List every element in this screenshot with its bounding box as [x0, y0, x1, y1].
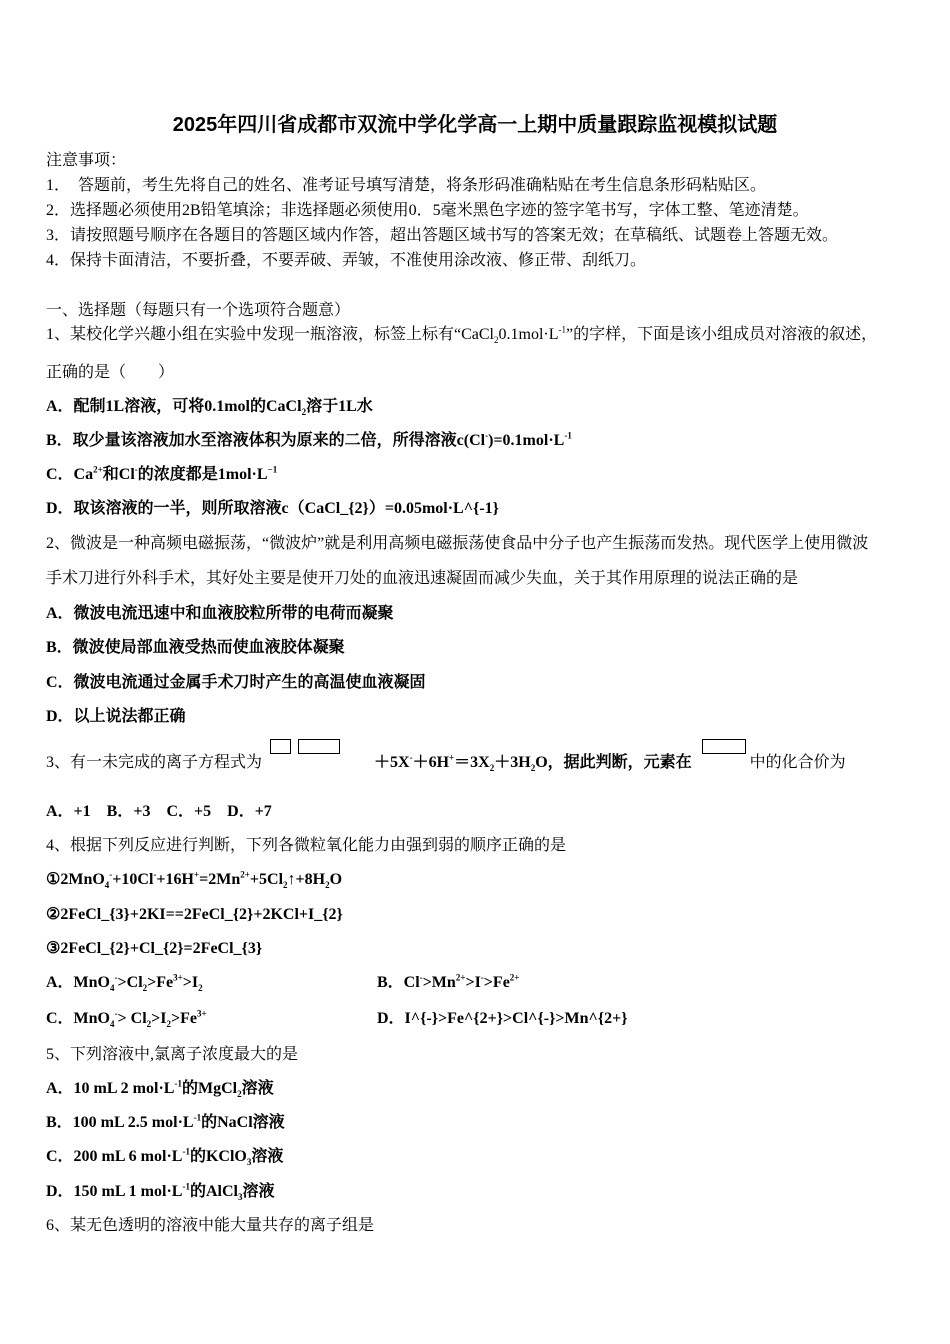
q3-options: A．+1 B．+3 C．+5 D．+7	[46, 803, 272, 820]
superscript: -1	[564, 430, 572, 441]
q5-option-b: B．100 mL 2.5 $mol\cdot L^{-1}$的NaCl溶液	[46, 1112, 285, 1131]
notice-item: 1． 答题前，考生先将自己的姓名、准考证号填写清楚，将条形码准确粘贴在考生信息条形码粘贴区。	[46, 177, 767, 194]
subscript: 2	[166, 1019, 171, 1030]
subscript: 3	[237, 1192, 243, 1203]
superscript: 3+	[196, 1008, 207, 1019]
subscript: 2	[325, 880, 330, 891]
subscript: 2	[494, 335, 499, 346]
subscript: 2	[489, 763, 495, 774]
superscript: 2+	[240, 869, 250, 880]
superscript: −1	[267, 464, 278, 475]
q3-stem-b: $+5X^-+6H^+=3X_2+3H_2O$，据此判断，元素在	[374, 752, 692, 774]
superscript: +	[193, 869, 200, 880]
superscript: -1	[558, 324, 566, 335]
q6-stem: 6、某无色透明的溶液中能大量共存的离子组是	[46, 1217, 375, 1234]
subscript: 2	[146, 1019, 152, 1030]
superscript: -	[114, 1008, 118, 1019]
subscript: 2	[198, 983, 203, 994]
superscript: -1	[182, 1181, 190, 1192]
superscript: 2+	[455, 972, 466, 983]
superscript: -	[480, 972, 484, 983]
superscript: 2+	[93, 464, 103, 475]
superscript: -	[485, 430, 489, 441]
q1-stem: 1、某校化学兴趣小组在实验中发现一瓶溶液，标签上标有“$CaCl_20.1mol\cdot L^{-1}$”的字样，下面是该小组成员对溶液的叙述，	[46, 324, 878, 346]
superscript: -1	[182, 1146, 190, 1157]
superscript: -	[409, 752, 413, 763]
subscript: 4	[110, 983, 115, 994]
superscript: 2+	[509, 972, 520, 983]
notice-item: 4．保持卡面清洁，不要折叠，不要弄破、弄皱，不准使用涂改液、修正带、刮纸刀。	[46, 252, 647, 269]
q1-option-d: D．取该溶液的一半，则所取溶液c（CaCl_{2}）=0.05mol·L^{-1}	[46, 500, 499, 517]
q2-option-c: C．微波电流通过金属手术刀时产生的高温使血液凝固	[46, 674, 426, 691]
subscript: 2	[283, 880, 288, 891]
q2-option-a: A．微波电流迅速中和血液胶粒所带的电荷而凝聚	[46, 605, 394, 622]
q4-option-b: B．$Cl^->Mn^{2+}>I^->Fe^{2+}$	[377, 972, 520, 991]
superscript: -1	[174, 1078, 182, 1089]
q4-option-a: A．$MnO_4^->Cl_2>Fe^{3+}>I_2$	[46, 972, 203, 994]
subscript: 2	[530, 763, 536, 774]
superscript: +	[449, 752, 455, 763]
q3-stem-c: 中的化合价为	[749, 754, 846, 771]
superscript: -	[134, 464, 138, 475]
superscript: -	[419, 972, 423, 983]
q4-reaction: $①2MnO_4^-+10Cl^-+16H^+=2Mn^{2+}+5Cl_2↑+8H_2O$	[46, 869, 343, 891]
q1-option-b: B．取少量该溶液加水至溶液体积为原来的二倍，所得溶液$c(Cl^-)=0.1mol\cdot L^{-1}$	[46, 430, 572, 449]
q4-option-c: C．$MnO_4^-> Cl_2>I_2>Fe^{3+}$	[46, 1008, 207, 1030]
blank-box	[270, 739, 291, 754]
superscript: -	[109, 869, 113, 880]
subscript: 3	[246, 1157, 252, 1168]
q2-option-d: D．以上说法都正确	[46, 708, 186, 725]
section-heading: 一、选择题（每题只有一个选项符合题意）	[46, 302, 351, 319]
q1-option-a: A．配制1L溶液，可将0.1mol的CaCl$_2$溶于1L水	[46, 398, 373, 418]
blank-box	[702, 739, 746, 754]
subscript: 2	[237, 1089, 242, 1100]
notice-heading: 注意事项：	[46, 152, 127, 169]
notice-item: 2．选择题必须使用2B铅笔填涂；非选择题必须使用0．5毫米黑色字迹的签字笔书写，字体工整、笔迹清楚。	[46, 202, 809, 219]
q3-stem	[46, 753, 846, 773]
q4-reaction: ③2FeCl_{2}+Cl_{2}=2FeCl_{3}	[46, 940, 263, 957]
superscript: -	[114, 972, 118, 983]
q5-option-d: D．150 mL 1 $mol\cdot L^{-1}$的AlCl$_3$溶液	[46, 1181, 275, 1203]
q5-stem: 5、下列溶液中,氯离子浓度最大的是	[46, 1046, 299, 1063]
subscript: 4	[110, 1019, 115, 1030]
subscript: 4	[104, 880, 110, 891]
superscript: 3+	[173, 972, 183, 983]
q1-stem-cont: 正确的是（ ）	[46, 364, 175, 381]
q5-option-a: A．10 mL 2 $mol\cdot L^{-1}$的MgCl$_2$溶液	[46, 1078, 274, 1100]
q5-option-c: C．200 mL 6 $mol\cdot L^{-1}$的KClO$_3$溶液	[46, 1146, 284, 1168]
page-title: 2025年四川省成都市双流中学化学高一上期中质量跟踪监视模拟试题	[172, 114, 778, 136]
notice-item: 3．请按照题号顺序在各题目的答题区域内作答，超出答题区域书写的答案无效；在草稿纸、试题卷上答题无效。	[46, 227, 839, 244]
q2-stem: 2、微波是一种高频电磁振荡，“微波炉”就是利用高频电磁振荡使食品中分子也产生振荡而发热。现代医学上使用微波	[46, 535, 869, 552]
superscript: -	[153, 869, 157, 880]
q1-option-c: C．$Ca^{2+}$和Cl-的浓度都是$1mol\cdot L^{-1}$	[46, 464, 278, 483]
q2-stem-cont: 手术刀进行外科手术，其好处主要是使开刀处的血液迅速凝固而减少失血，关于其作用原理的说法正确的是	[46, 570, 799, 587]
superscript: -1	[193, 1112, 202, 1123]
subscript: 2	[142, 983, 148, 994]
blank-box	[298, 739, 340, 754]
q4-stem: 4、根据下列反应进行判断，下列各微粒氧化能力由强到弱的顺序正确的是	[46, 837, 567, 854]
q3-stem-a: 3、有一未完成的离子方程式为	[46, 754, 263, 771]
subscript: 2	[301, 407, 307, 418]
q4-option-d: D．I^{-}>Fe^{2+}>Cl^{-}>Mn^{2+}	[377, 1010, 628, 1027]
q4-reaction: ②2FeCl_{3}+2KI==2FeCl_{2}+2KCl+I_{2}	[46, 906, 343, 923]
q2-option-b: B．微波使局部血液受热而使血液胶体凝聚	[46, 639, 345, 656]
